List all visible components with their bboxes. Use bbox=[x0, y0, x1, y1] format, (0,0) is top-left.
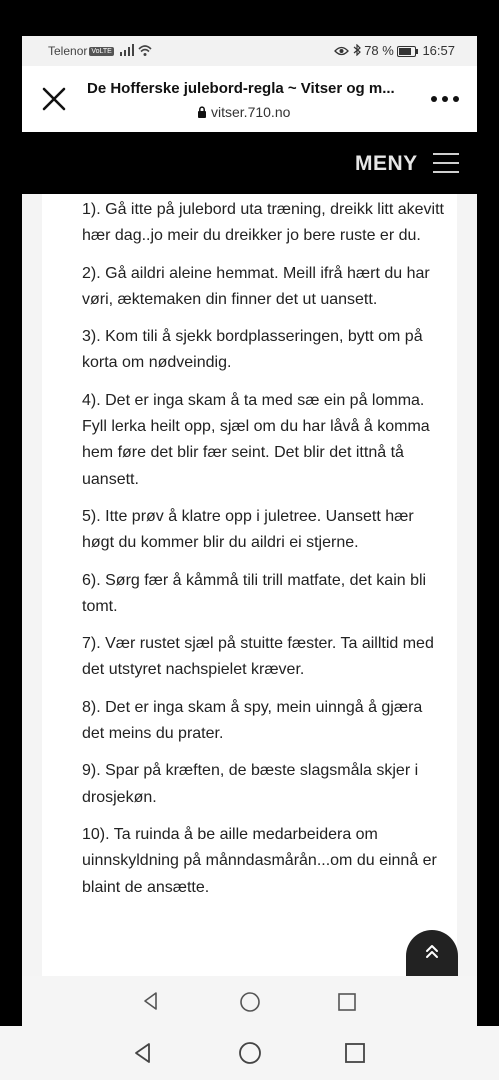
volte-badge: VoLTE bbox=[91, 48, 112, 56]
carrier-name: Telenor bbox=[48, 44, 88, 58]
system-nav-inner bbox=[22, 976, 477, 1026]
close-icon[interactable] bbox=[40, 85, 68, 113]
rule-8: 8). Det er inga skam å spy, mein uinngå å gjæra det meins du prater. bbox=[82, 698, 423, 743]
rule-9: 9). Spar på kræften, de bæste slagsmåla skjer i drosjekøn. bbox=[82, 762, 419, 806]
rule-7: 7). Vær rustet sjæl på stuitte fæster. Ta ailltid med det utstyret nachspielet kræver. bbox=[82, 635, 434, 679]
article-content bbox=[42, 194, 457, 976]
recents-icon[interactable] bbox=[344, 1042, 366, 1064]
left-page-edge bbox=[22, 194, 42, 976]
rule-2: 2). Gå aildri aleine hemmat. Meill ifrå hært du har vøri, æktemaken din finner det ut uansett. bbox=[82, 264, 430, 308]
signal-wifi-icon bbox=[118, 43, 154, 57]
carrier bbox=[48, 44, 114, 58]
clock: 16:57 bbox=[422, 43, 455, 58]
battery-percent: 78 % bbox=[364, 43, 394, 58]
browser-toolbar bbox=[22, 66, 477, 132]
status-bar bbox=[22, 36, 477, 66]
home-icon[interactable] bbox=[239, 991, 261, 1013]
eye-icon bbox=[334, 46, 349, 56]
hamburger-icon[interactable] bbox=[433, 152, 459, 174]
page-url[interactable] bbox=[197, 104, 290, 120]
chevron-double-up-icon bbox=[406, 930, 458, 976]
site-header bbox=[22, 132, 477, 194]
battery-icon bbox=[397, 46, 416, 57]
rule-5: 5). Itte prøv å klatre opp i juletree. Uansett hær høgt du kommer blir du aildri ei stjerne. bbox=[82, 507, 414, 552]
rule-1: 1). Gå itte på julebord uta træning, dreikk litt akevitt hær dag..jo meir du dreikker jo bere ruste er du. bbox=[82, 201, 444, 245]
lock-icon bbox=[197, 106, 207, 118]
menu-button[interactable]: MENY bbox=[355, 152, 418, 175]
scroll-to-top-button[interactable] bbox=[406, 930, 458, 976]
rule-10: 10). Ta ruinda å be aille medarbeidera om uinnskyldning på månndasmårån...om du einnå er blaint de ansætte. bbox=[82, 825, 437, 896]
rule-3: 3). Kom tili å sjekk bordplasseringen, bytt om på korta om nødveindig. bbox=[82, 328, 423, 372]
right-page-edge bbox=[457, 194, 477, 976]
rules-list bbox=[42, 194, 457, 901]
url-text: vitser.710.no bbox=[211, 104, 291, 120]
bluetooth-icon bbox=[353, 44, 361, 56]
more-vertical-icon[interactable] bbox=[430, 86, 460, 112]
back-icon[interactable] bbox=[132, 1042, 154, 1064]
status-right bbox=[334, 43, 455, 58]
recents-icon[interactable] bbox=[337, 992, 357, 1012]
page-title[interactable]: De Hofferske julebord-regla ~ Vitser og m... bbox=[87, 80, 395, 97]
home-icon[interactable] bbox=[238, 1041, 262, 1065]
back-icon[interactable] bbox=[141, 991, 161, 1011]
system-nav-outer bbox=[0, 1026, 499, 1080]
rule-4: 4). Det er inga skam å ta med sæ ein på lomma. Fyll lerka heilt opp, sjæl om du har låvå å komma hem føre det blir fær seint. Det blir det ittnå tå uansett. bbox=[82, 391, 430, 488]
rule-6: 6). Sørg fær å kåmmå tili trill matfate, det kain bli tomt. bbox=[82, 571, 427, 615]
